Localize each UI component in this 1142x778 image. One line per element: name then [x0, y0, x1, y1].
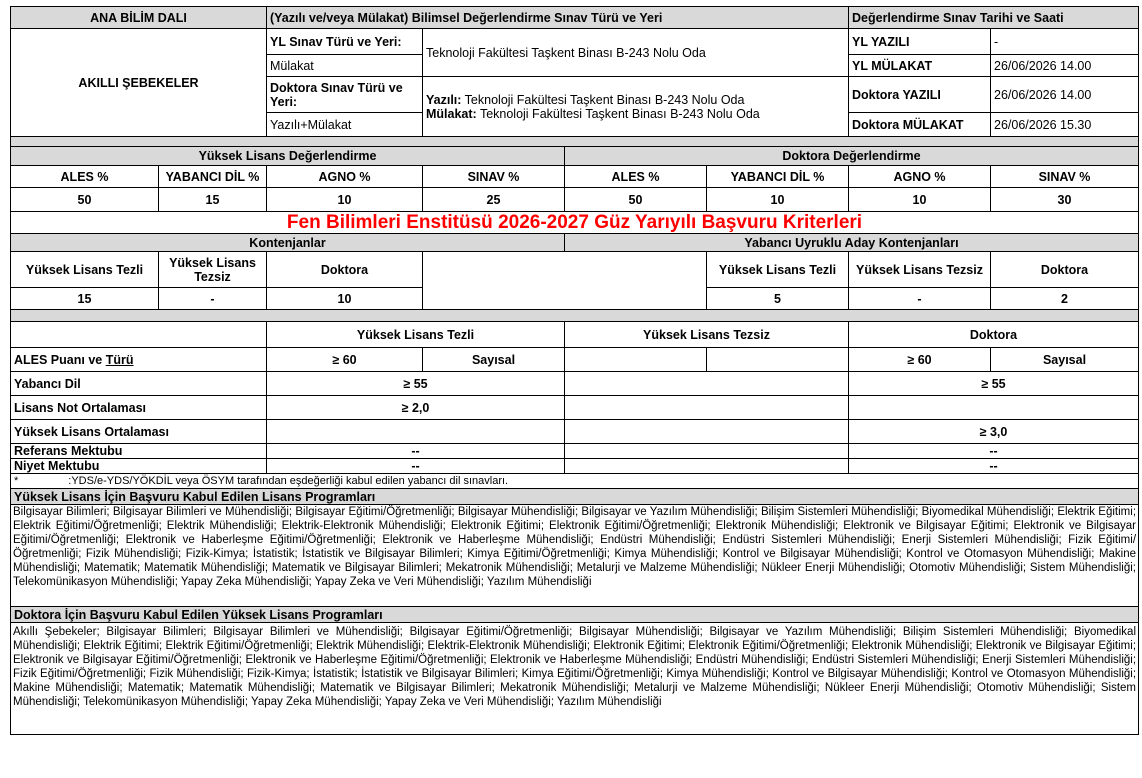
eval-header: YABANCI DİL % — [707, 166, 849, 188]
yl-oral-label: YL MÜLAKAT — [849, 55, 991, 77]
intent-yl: -- — [267, 459, 565, 474]
yl-written-date: - — [991, 29, 1139, 55]
ales-label-type: Türü — [105, 352, 134, 367]
intent-phd: -- — [849, 459, 1139, 474]
phd-oral-label: Mülakat: — [426, 106, 477, 121]
eval-header: ALES % — [565, 166, 707, 188]
header-exam-date: Değerlendirme Sınav Tarihi ve Saati — [849, 7, 1139, 29]
criteria-col-phd: Doktora — [849, 322, 1139, 348]
quota-value: - — [159, 288, 267, 310]
intent-label: Niyet Mektubu — [11, 459, 267, 474]
yl-written-label: YL YAZILI — [849, 29, 991, 55]
reference-yl: -- — [267, 444, 565, 459]
phd-written-label: Yazılı: — [426, 92, 462, 107]
ales-phd-type: Sayısal — [991, 348, 1139, 372]
eval-value: 50 — [565, 188, 707, 212]
foreign-quota-header: Yüksek Lisans Tezli — [707, 252, 849, 288]
spacer-row — [11, 310, 1139, 322]
ales-yl-type: Sayısal — [423, 348, 565, 372]
gpa-phd-empty — [849, 396, 1139, 420]
ales-nonthesis-empty — [707, 348, 849, 372]
phd-written-location: Teknoloji Fakültesi Taşkent Binası B-243 Nolu Oda — [461, 92, 745, 107]
footnote — [11, 474, 1139, 489]
quota-value: 15 — [11, 288, 159, 310]
phd-exam-location — [423, 77, 849, 137]
reference-label: Referans Mektubu — [11, 444, 267, 459]
criteria-corner — [11, 322, 267, 348]
phd-exam-type-value: Yazılı+Mülakat — [267, 113, 423, 137]
phd-oral-date: 26/06/2026 15.30 — [991, 113, 1139, 137]
admission-criteria-table — [10, 6, 1139, 735]
quota-title: Kontenjanlar — [11, 234, 565, 252]
spacer-row — [11, 137, 1139, 147]
footnote-text: :YDS/e-YDS/YÖKDİL veya ÖSYM tarafından eşdeğerliği kabul edilen yabancı dil sınavları. — [68, 475, 509, 487]
yl-evaluation-title: Yüksek Lisans Değerlendirme — [11, 147, 565, 166]
lang-nonthesis-empty — [565, 372, 849, 396]
intent-nonthesis-empty — [565, 459, 849, 474]
phd-written-date-label: Doktora YAZILI — [849, 77, 991, 113]
eval-header: SINAV % — [423, 166, 565, 188]
eval-header: AGNO % — [267, 166, 423, 188]
yl-exam-type-value: Mülakat — [267, 55, 423, 77]
criteria-col-yl-nonthesis: Yüksek Lisans Tezsiz — [565, 322, 849, 348]
footnote-mark: * — [14, 475, 19, 487]
quota-value: 10 — [267, 288, 423, 310]
ales-label — [11, 348, 267, 372]
phd-exam-type-label: Doktora Sınav Türü ve Yeri: — [267, 77, 423, 113]
ms-gpa-phd: ≥ 3,0 — [849, 420, 1139, 444]
eval-value: 10 — [267, 188, 423, 212]
ales-label-text: ALES Puanı ve — [14, 352, 106, 367]
ales-nonthesis-empty — [565, 348, 707, 372]
gpa-label: Lisans Not Ortalaması — [11, 396, 267, 420]
foreign-quota-value: 5 — [707, 288, 849, 310]
yl-exam-location: Teknoloji Fakültesi Taşkent Binası B-243 Nolu Oda — [423, 29, 849, 77]
criteria-col-yl-thesis: Yüksek Lisans Tezli — [267, 322, 565, 348]
ales-yl-score: ≥ 60 — [267, 348, 423, 372]
phd-evaluation-title: Doktora Değerlendirme — [565, 147, 1139, 166]
eval-value: 10 — [849, 188, 991, 212]
ales-phd-score: ≥ 60 — [849, 348, 991, 372]
yl-programs-list: Bilgisayar Bilimleri; Bilgisayar Bilimleri ve Mühendisliği; Bilgisayar Eğitimi/Öğretmenliği; Bilgisayar Mühendisliği; Bilgisayar ve Yazılım Mühendisliği; Bilişim Sistemleri Mühendisliği; Biyomedikal Mühendisliği; Elektrik Eğitimi; Elektrik Eğitimi/Öğretmenliği; Elektrik Mühendisliği; Elektrik-Elektronik Mühendisliği; Elektronik Eğitimi; Elektronik Eğitimi/Öğretmenliği; Elektronik Mühendisliği; Elektronik ve Bilgisayar Eğitimi; Elektronik ve Bilgisayar Eğitimi/Öğretmenliği; Elektronik ve Haberleşme Eğitimi/Öğretmenliği; Elektronik ve Haberleşme Mühendisliği; Endüstri Mühendisliği; Endüstri Sistemleri Mühendisliği; Enerji Sistemleri Mühendisliği; Fizik Eğitimi/Öğretmenliği; Fizik Mühendisliği; Fizik-Kimya; İstatistik; İstatistik ve Bilgisayar Bilimleri; Kimya Eğitimi/Öğretmenliği; Kimya Mühendisliği; Kontrol ve Bilgisayar Mühendisliği; Kontrol ve Otomasyon Mühendisliği; Makine Mühendisliği; Matematik; Matematik Mühendisliği; Matematik ve Bilgisayar Bilimleri; Mekatronik Mühendisliği; Metalurji ve Malzeme Mühendisliği; Nükleer Enerji Mühendisliği; Otomotiv Mühendisliği; Sistem Mühendisliği; Telekomünikasyon Mühendisliği; Yapay Zeka Mühendisliği; Yapay Zeka ve Veri Mühendisliği; Yazılım Mühendisliği — [11, 505, 1139, 607]
quota-blank — [423, 252, 707, 310]
yl-programs-title: Yüksek Lisans İçin Başvuru Kabul Edilen Lisans Programları — [11, 489, 1139, 505]
lang-phd: ≥ 55 — [849, 372, 1139, 396]
gpa-yl: ≥ 2,0 — [267, 396, 565, 420]
header-exam-type: (Yazılı ve/veya Mülakat) Bilimsel Değerlendirme Sınav Türü ve Yeri — [267, 7, 849, 29]
reference-nonthesis-empty — [565, 444, 849, 459]
foreign-quota-value: 2 — [991, 288, 1139, 310]
yl-exam-type-label: YL Sınav Türü ve Yeri: — [267, 29, 423, 55]
foreign-quota-header: Doktora — [991, 252, 1139, 288]
header-department: ANA BİLİM DALI — [11, 7, 267, 29]
quota-header: Doktora — [267, 252, 423, 288]
gpa-nonthesis-empty — [565, 396, 849, 420]
department-name: AKILLI ŞEBEKELER — [11, 29, 267, 137]
eval-header: ALES % — [11, 166, 159, 188]
quota-header: Yüksek Lisans Tezli — [11, 252, 159, 288]
eval-value: 25 — [423, 188, 565, 212]
lang-yl: ≥ 55 — [267, 372, 565, 396]
phd-programs-title: Doktora İçin Başvuru Kabul Edilen Yüksek Lisans Programları — [11, 607, 1139, 623]
eval-header: AGNO % — [849, 166, 991, 188]
foreign-quota-value: - — [849, 288, 991, 310]
yl-oral-date: 26/06/2026 14.00 — [991, 55, 1139, 77]
foreign-quota-title: Yabancı Uyruklu Aday Kontenjanları — [565, 234, 1139, 252]
eval-value: 15 — [159, 188, 267, 212]
ms-gpa-yl-empty — [267, 420, 565, 444]
eval-value: 10 — [707, 188, 849, 212]
eval-header: SINAV % — [991, 166, 1139, 188]
eval-value: 50 — [11, 188, 159, 212]
phd-oral-date-label: Doktora MÜLAKAT — [849, 113, 991, 137]
phd-oral-location: Teknoloji Fakültesi Taşkent Binası B-243 Nolu Oda — [476, 106, 760, 121]
phd-written-date: 26/06/2026 14.00 — [991, 77, 1139, 113]
ms-gpa-nonthesis-empty — [565, 420, 849, 444]
phd-programs-list: Akıllı Şebekeler; Bilgisayar Bilimleri; Bilgisayar Bilimleri ve Mühendisliği; Bilgisayar Eğitimi/Öğretmenliği; Bilgisayar Mühendisliği; Bilgisayar ve Yazılım Mühendisliği; Bilişim Sistemleri Mühendisliği; Biyomedikal Mühendisliği; Elektrik Eğitimi; Elektrik Eğitimi/Öğretmenliği; Elektrik Mühendisliği; Elektrik-Elektronik Mühendisliği; Elektronik Eğitimi; Elektronik Eğitimi/Öğretmenliği; Elektronik Mühendisliği; Elektronik ve Bilgisayar Eğitimi; Elektronik ve Bilgisayar Eğitimi/Öğretmenliği; Elektronik ve Haberleşme Eğitimi/Öğretmenliği; Elektronik ve Haberleşme Mühendisliği; Endüstri Mühendisliği; Endüstri Sistemleri Mühendisliği; Enerji Sistemleri Mühendisliği; Fizik Eğitimi/Öğretmenliği; Fizik Mühendisliği; Fizik-Kimya; İstatistik; İstatistik ve Bilgisayar Bilimleri; Kimya Eğitimi/Öğretmenliği; Kimya Mühendisliği; Kontrol ve Bilgisayar Mühendisliği; Kontrol ve Otomasyon Mühendisliği; Makine Mühendisliği; Matematik; Matematik Mühendisliği; Matematik ve Bilgisayar Bilimleri; Mekatronik Mühendisliği; Metalurji ve Malzeme Mühendisliği; Nükleer Enerji Mühendisliği; Otomotiv Mühendisliği; Sistem Mühendisliği; Telekomünikasyon Mühendisliği; Yapay Zeka Mühendisliği; Yapay Zeka ve Veri Mühendisliği; Yazılım Mühendisliği — [11, 623, 1139, 735]
ms-gpa-label: Yüksek Lisans Ortalaması — [11, 420, 267, 444]
banner-title: Fen Bilimleri Enstitüsü 2026-2027 Güz Yarıyılı Başvuru Kriterleri — [11, 212, 1139, 234]
eval-value: 30 — [991, 188, 1139, 212]
foreign-quota-header: Yüksek Lisans Tezsiz — [849, 252, 991, 288]
quota-header: Yüksek Lisans Tezsiz — [159, 252, 267, 288]
lang-label: Yabancı Dil — [11, 372, 267, 396]
reference-phd: -- — [849, 444, 1139, 459]
eval-header: YABANCI DİL % — [159, 166, 267, 188]
